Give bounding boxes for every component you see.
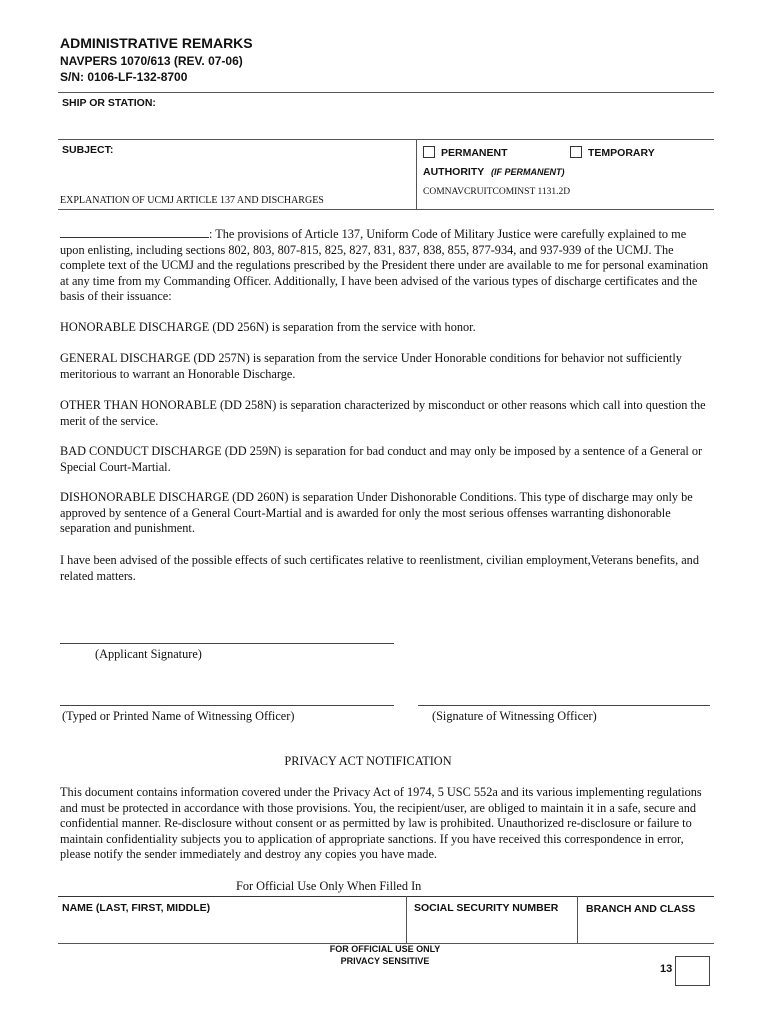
subject-value: EXPLANATION OF UCMJ ARTICLE 137 AND DISCHARGES: [60, 195, 324, 206]
privacy-sensitive-label: PRIVACY SENSITIVE: [340, 956, 430, 966]
authority-label: AUTHORITY (IF PERMANENT): [423, 166, 565, 178]
authority-value: COMNAVCRUITCOMINST 1131.2D: [423, 187, 571, 197]
honorable-paragraph: HONORABLE DISCHARGE (DD 256N) is separation from the service with honor.: [60, 320, 476, 334]
divider: [58, 92, 714, 93]
form-title: ADMINISTRATIVE REMARKS: [60, 35, 253, 51]
permanent-checkbox[interactable]: [423, 146, 435, 158]
bcd-paragraph: BAD CONDUCT DISCHARGE (DD 259N) is separation for bad conduct and may only be imposed by a sentence of a General or Special Court-Martial.: [60, 444, 703, 474]
branch-label: BRANCH AND CLASS: [586, 903, 696, 915]
subject-label: SUBJECT:: [62, 144, 114, 156]
privacy-text: This document contains information covered under the Privacy Act of 1974, 5 USC 552a and its various implementing regulations and must be protected in accordance with those provisions. You, the recipient/user, are obliged to maintain it in a safe, secure and confidential manner. Re-disclosure without consent or as permitted by law is prohibited. Unauthorized re-disclosure or failure to maintain confidentiality subjects you to application of appropriate sanctions. If you have received this correspondence in error, please notify the sender immediately and destroy any copies you have made.: [60, 785, 702, 861]
temporary-label: TEMPORARY: [588, 147, 655, 159]
name-input[interactable]: [58, 918, 406, 943]
page-number: 13: [660, 963, 673, 975]
oth-paragraph: OTHER THAN HONORABLE (DD 258N) is separation characterized by misconduct or other reasons which call into question the merit of the service.: [60, 398, 706, 428]
divider: [58, 139, 714, 140]
form-number: NAVPERS 1070/613 (REV. 07-06): [60, 54, 243, 68]
temporary-checkbox[interactable]: [570, 146, 582, 158]
permanent-label: PERMANENT: [441, 147, 508, 159]
witness-name-label: (Typed or Printed Name of Witnessing Officer): [62, 709, 295, 723]
form-serial: S/N: 0106-LF-132-8700: [60, 70, 188, 84]
fouo-label: FOR OFFICIAL USE ONLY: [329, 944, 441, 954]
temporary-option[interactable]: [570, 146, 655, 159]
divider: [416, 139, 417, 209]
advised-paragraph: I have been advised of the possible effects of such certificates relative to reenlistment, civilian employment,Veterans benefits, and related matters.: [60, 553, 699, 583]
general-paragraph: GENERAL DISCHARGE (DD 257N) is separation from the service Under Honorable conditions for behavior not sufficiently meritorious to warrant an Honorable Discharge.: [60, 351, 682, 381]
divider: [58, 896, 714, 897]
intro-paragraph: : The provisions of Article 137, Uniform Code of Military Justice were carefully explained to me upon enlisting, including sections 802, 803, 807-815, 825, 827, 831, 837, 838, 855, 877-934, and 937-939 of the UCMJ. The complete text of the UCMJ and the regulations prescribed by the President there under are available to me for personal examination at any time from my Commanding Officer. Additionally, I have been advised of the various types of discharge certificates and the basis of their issuance:: [60, 227, 709, 303]
authority-note: (IF PERMANENT): [490, 167, 565, 177]
applicant-signature-label: (Applicant Signature): [95, 647, 202, 661]
witness-signature-label: (Signature of Witnessing Officer): [432, 709, 597, 723]
divider: [58, 209, 714, 210]
dd-paragraph: DISHONORABLE DISCHARGE (DD 260N) is separation Under Dishonorable Conditions. This type of discharge may only be approved by sentence of a General Court-Martial and is awarded for only the most serious offenses warranting dishonorable separation and punishment.: [60, 490, 693, 535]
official-use-note: For Official Use Only When Filled In: [236, 879, 422, 893]
applicant-signature-line[interactable]: [60, 643, 394, 644]
ssn-input[interactable]: [407, 918, 577, 943]
page-number-box: [675, 956, 710, 986]
privacy-title: PRIVACY ACT NOTIFICATION: [284, 754, 452, 768]
witness-signature-line[interactable]: [418, 705, 710, 706]
ship-station-field[interactable]: [58, 106, 714, 138]
ssn-label: SOCIAL SECURITY NUMBER: [414, 902, 559, 914]
name-label: NAME (LAST, FIRST, MIDDLE): [62, 902, 211, 914]
ship-station-label: SHIP OR STATION:: [62, 97, 156, 109]
branch-input[interactable]: [578, 920, 714, 943]
witness-name-line[interactable]: [60, 705, 394, 706]
name-blank-field[interactable]: [60, 227, 209, 238]
permanent-option[interactable]: [423, 146, 508, 159]
